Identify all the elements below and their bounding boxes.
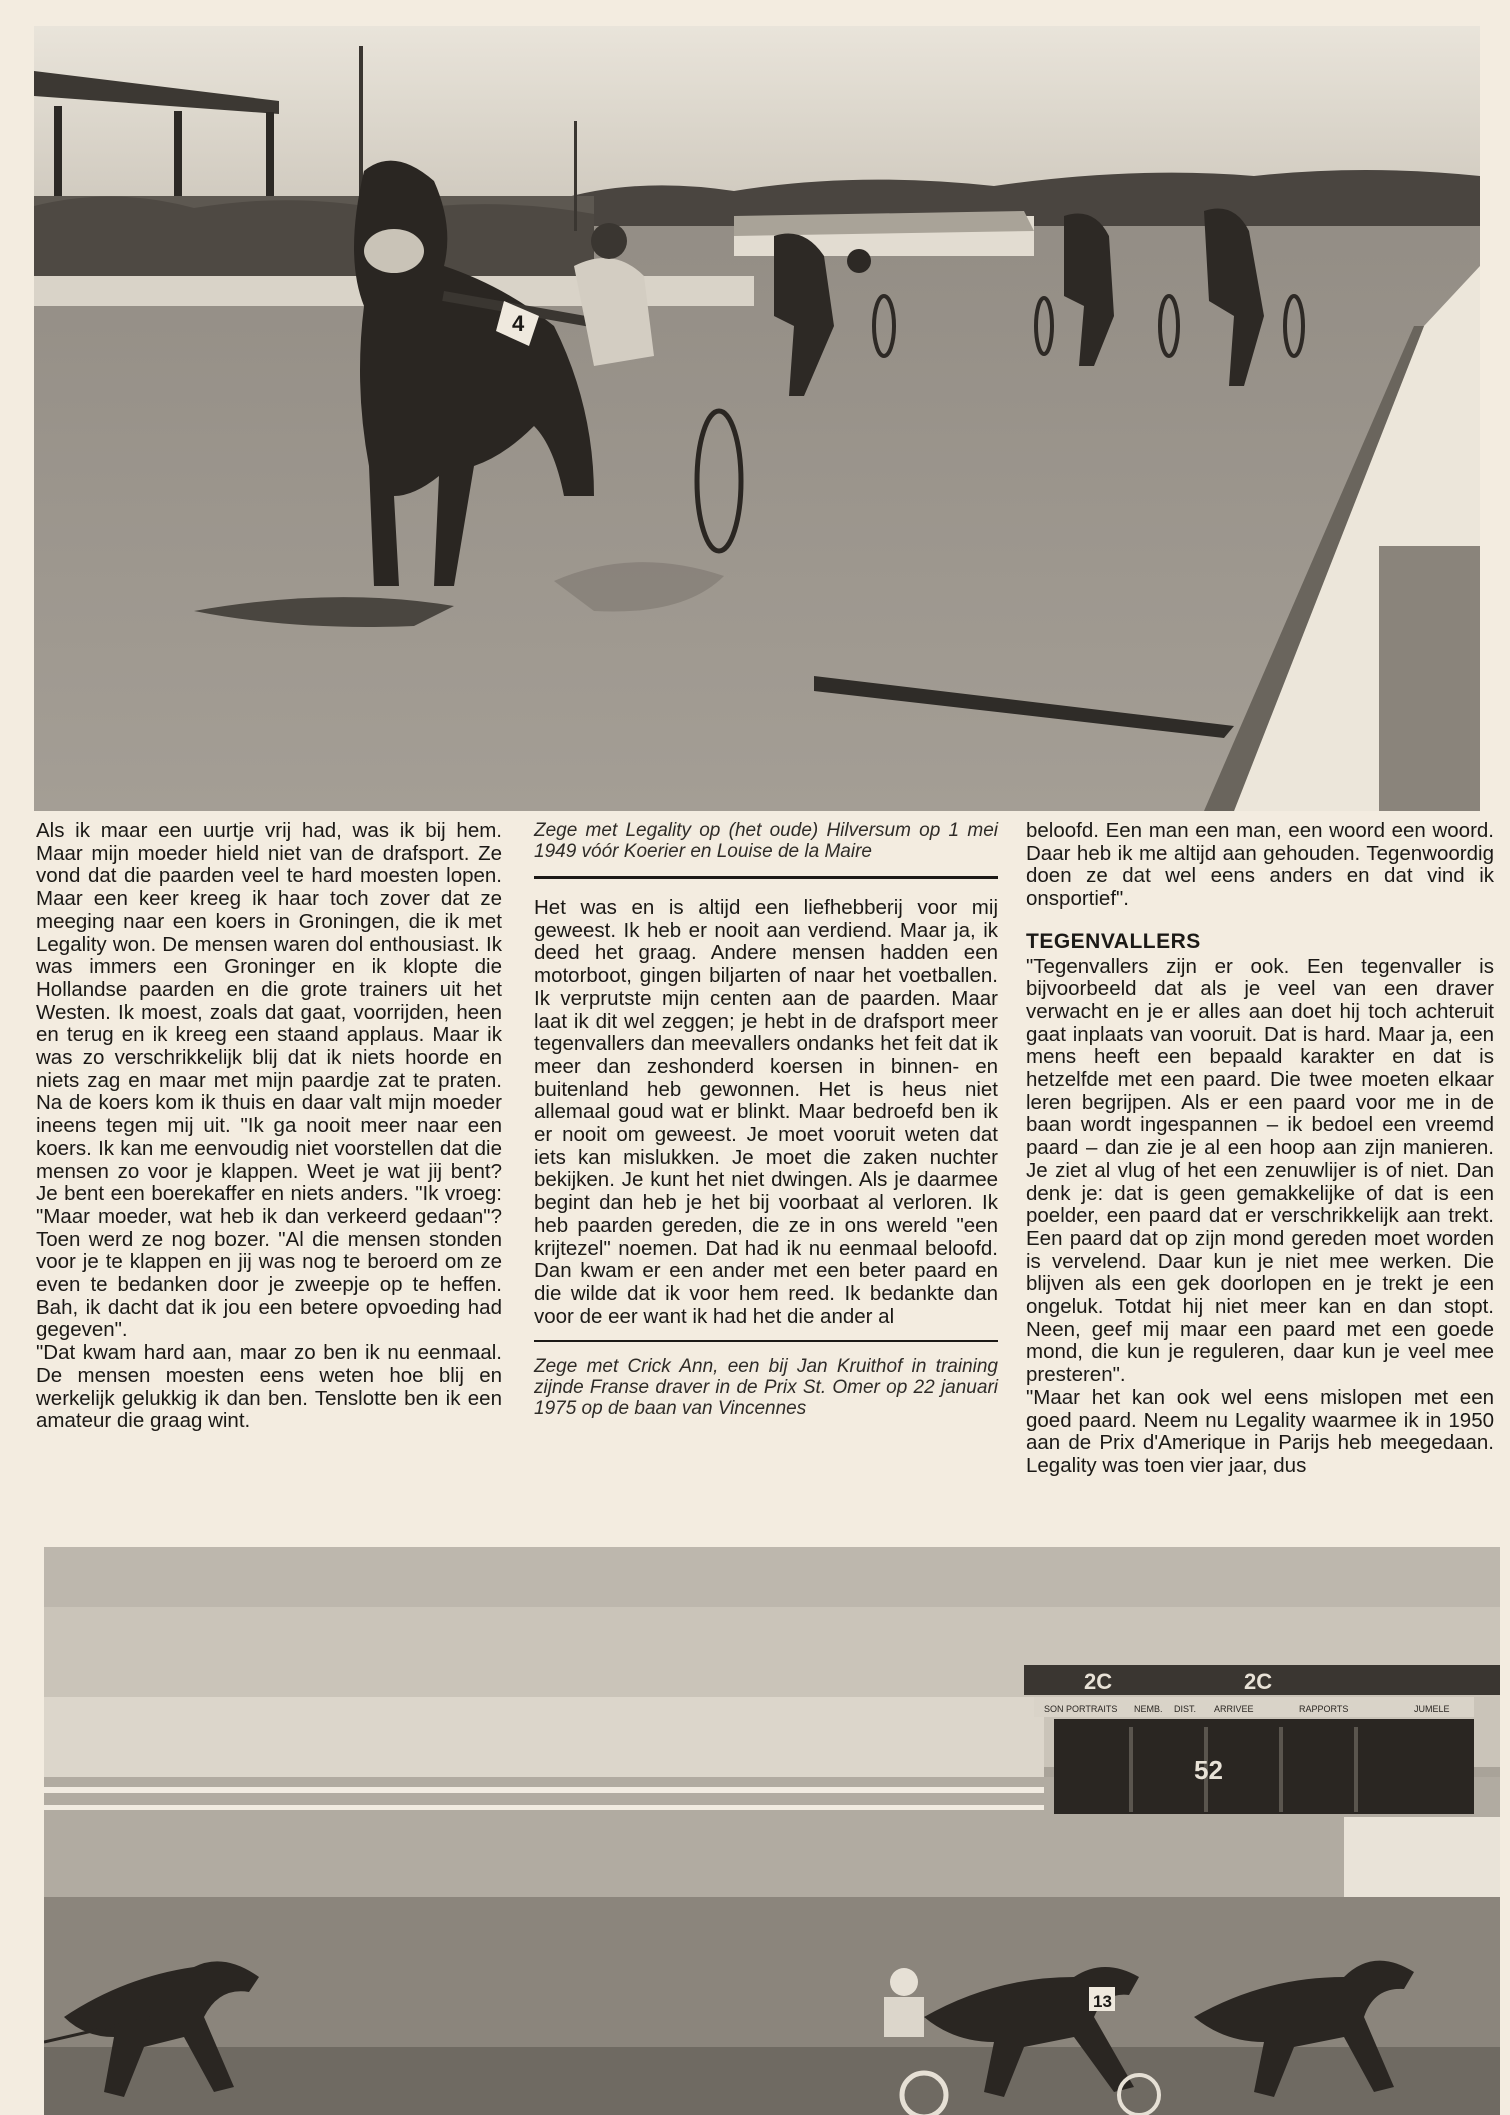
bottom-photo-vincennes-race (44, 1547, 1500, 2115)
caption-divider-top (534, 876, 998, 879)
caption-top-photo: Zege met Legality op (het oude) Hilversum op 1 mei 1949 vóór Koerier en Louise de la Maire (534, 820, 998, 862)
text-column-3 (1026, 820, 1494, 1478)
scoreboard (1024, 1665, 1500, 1814)
board-label-2: NEMB. (1134, 1704, 1163, 1714)
board-label-5: RAPPORTS (1299, 1704, 1349, 1714)
scoreboard-left-label: 2C (1084, 1669, 1113, 1694)
text-column-1 (36, 820, 502, 1433)
text-column-2 (534, 820, 998, 1419)
sky (44, 1547, 1500, 1607)
col2-paragraph-1: Het was en is altijd een liefhebberij voor mij geweest. Ik heb er nooit aan verdiend. Maar ja, ik deed het graag. Andere mensen hadden een motorboot, gingen biljarten of naar het voetballen. Ik verprutste mijn centen aan de paarden. Maar laat ik dit wel zeggen; je hebt in de drafsport meer tegenvallers dan meevallers ondanks het feit dat ik meer dan zeshonderd koersen in binnen- en buitenland heb gewonnen. Het is heus niet allemaal goud wat er blinkt. Maar bedroefd ben ik er nooit om geweest. Je moet vooruit weten dat iets kan mislukken. Je moet die zaken nuchter bekijken. Je kunt het niet dwingen. Als je daarmee begint dan heb je het bij voorbaat al verloren. Ik heb paarden gereden, die ze in ons wereld "een krijtezel" noemen. Dat had ik nu eenmaal beloofd. Dan kwam er een ander met een beter paard en die wilde dat ik voor hem reed. Ik bedankte dan voor de eer want ik had het die ander al (534, 896, 998, 1328)
section-heading: TEGENVALLERS (1026, 929, 1201, 953)
caption-divider-bottom (534, 1340, 998, 1342)
scoreboard-right-label: 2C (1244, 1669, 1273, 1694)
board-label-4: ARRIVEE (1214, 1704, 1254, 1714)
col3-paragraph-1: beloofd. Een man een man, een woord een woord. Daar heb ik me altijd aan gehouden. Tegenwoordig doen ze dat wel eens anders en dat vind ik onsportief". (1026, 819, 1494, 911)
top-photo-illustration (34, 26, 1480, 811)
saddle-number-top: 4 (512, 311, 525, 336)
top-photo-harness-race-hilversum (34, 26, 1480, 811)
col1-paragraph-1: Als ik maar een uurtje vrij had, was ik bij hem. Maar mijn moeder hield niet van de drafsport. Ze vond dat die paarden veel te hard moesten lopen. Maar een keer kreeg ik haar toch zover dat ze meeging naar een koers in Groningen, die ik met Legality won. De mensen waren dol enthousiast. Ik was immers een Groninger en ik klopte die Hollandse paarden en die grote trainers uit het Westen. Ik moest, zoals dat gaat, voorrijden, heen en terug en ik kreeg een staand applaus. Maar ik was zo verschrikkelijk blij dat ik niets hoorde en niets zag en maar met mijn paardje zat te praten. Na de koers kom ik thuis en daar valt mijn moeder ineens tegen mij uit. "Ik ga nooit meer naar een koers. Ik kan me eenvoudig niet voorstellen dat die mensen zo voor je klappen. Weet je wat jij bent? Je bent een boerekaffer en niets anders. "Ik vroeg: "Maar moeder, wat heb ik dan verkeerd gedaan"? Toen werd ze nog bozer. "Al die mensen stonden voor je te klappen en jij was nog te beroerd om ze even te bedanken door je zweepje op te heffen. Bah, ik dacht dat ik jou een betere opvoeding had gegeven". (36, 819, 502, 1342)
board-label-1: SON PORTRAITS (1044, 1704, 1118, 1714)
scoreboard-number: 52 (1194, 1755, 1223, 1785)
board-label-6: JUMELE (1414, 1704, 1450, 1714)
caption-bottom-photo: Zege met Crick Ann, een bij Jan Kruithof in training zijnde Franse draver in de Prix St. Omer op 22 januari 1975 op de baan van Vincennes (534, 1356, 998, 1420)
col3-paragraph-3: "Maar het kan ook wel eens mislopen met een goed paard. Neem nu Legality waarmee ik in 1950 aan de Prix d'Amerique in Parijs heb meegedaan. Legality was toen vier jaar, dus (1026, 1385, 1494, 1477)
board-label-3: DIST. (1174, 1704, 1197, 1714)
bottom-photo-illustration (44, 1547, 1500, 2115)
col1-paragraph-2: "Dat kwam hard aan, maar zo ben ik nu eenmaal. De mensen moesten eens weten hoe blij en werkelijk gelukkig ik dan ben. Tenslotte ben ik een amateur die graag wint. (36, 1341, 502, 1433)
saddle-number-bottom: 13 (1093, 1992, 1112, 2011)
col3-paragraph-2: "Tegenvallers zijn er ook. Een tegenvaller is bijvoorbeeld dat als je veel van een draver verwacht en je er alles aan doet hij toch achteruit gaat inplaats van vooruit. Dat is hard. Maar ja, een mens heeft een bepaald karakter en dat is hetzelfde met een paard. Die twee moeten elkaar leren begrijpen. Als er een paard voor me in de baan wordt ingespannen – ik bedoel een vreemd paard – dan zie je al een hoop aan zijn manieren. Je ziet al vlug of het een zenuwlijer is of niet. Dan denk je: dat is geen gemakkelijke of dat is een poelder, een paard dat er verschrikkelijk aan trekt. Een paard dat op zijn mond gereden moet worden is vervelend. Daar kun je niet mee werken. Die blijven als een gek doorlopen en je trekt je een ongeluk. Totdat hij niet meer kan en dan stopt. Neen, geef mij maar een paard met een goede mond, die kun je reguleren, daar kun je veel mee presteren". (1026, 954, 1494, 1387)
